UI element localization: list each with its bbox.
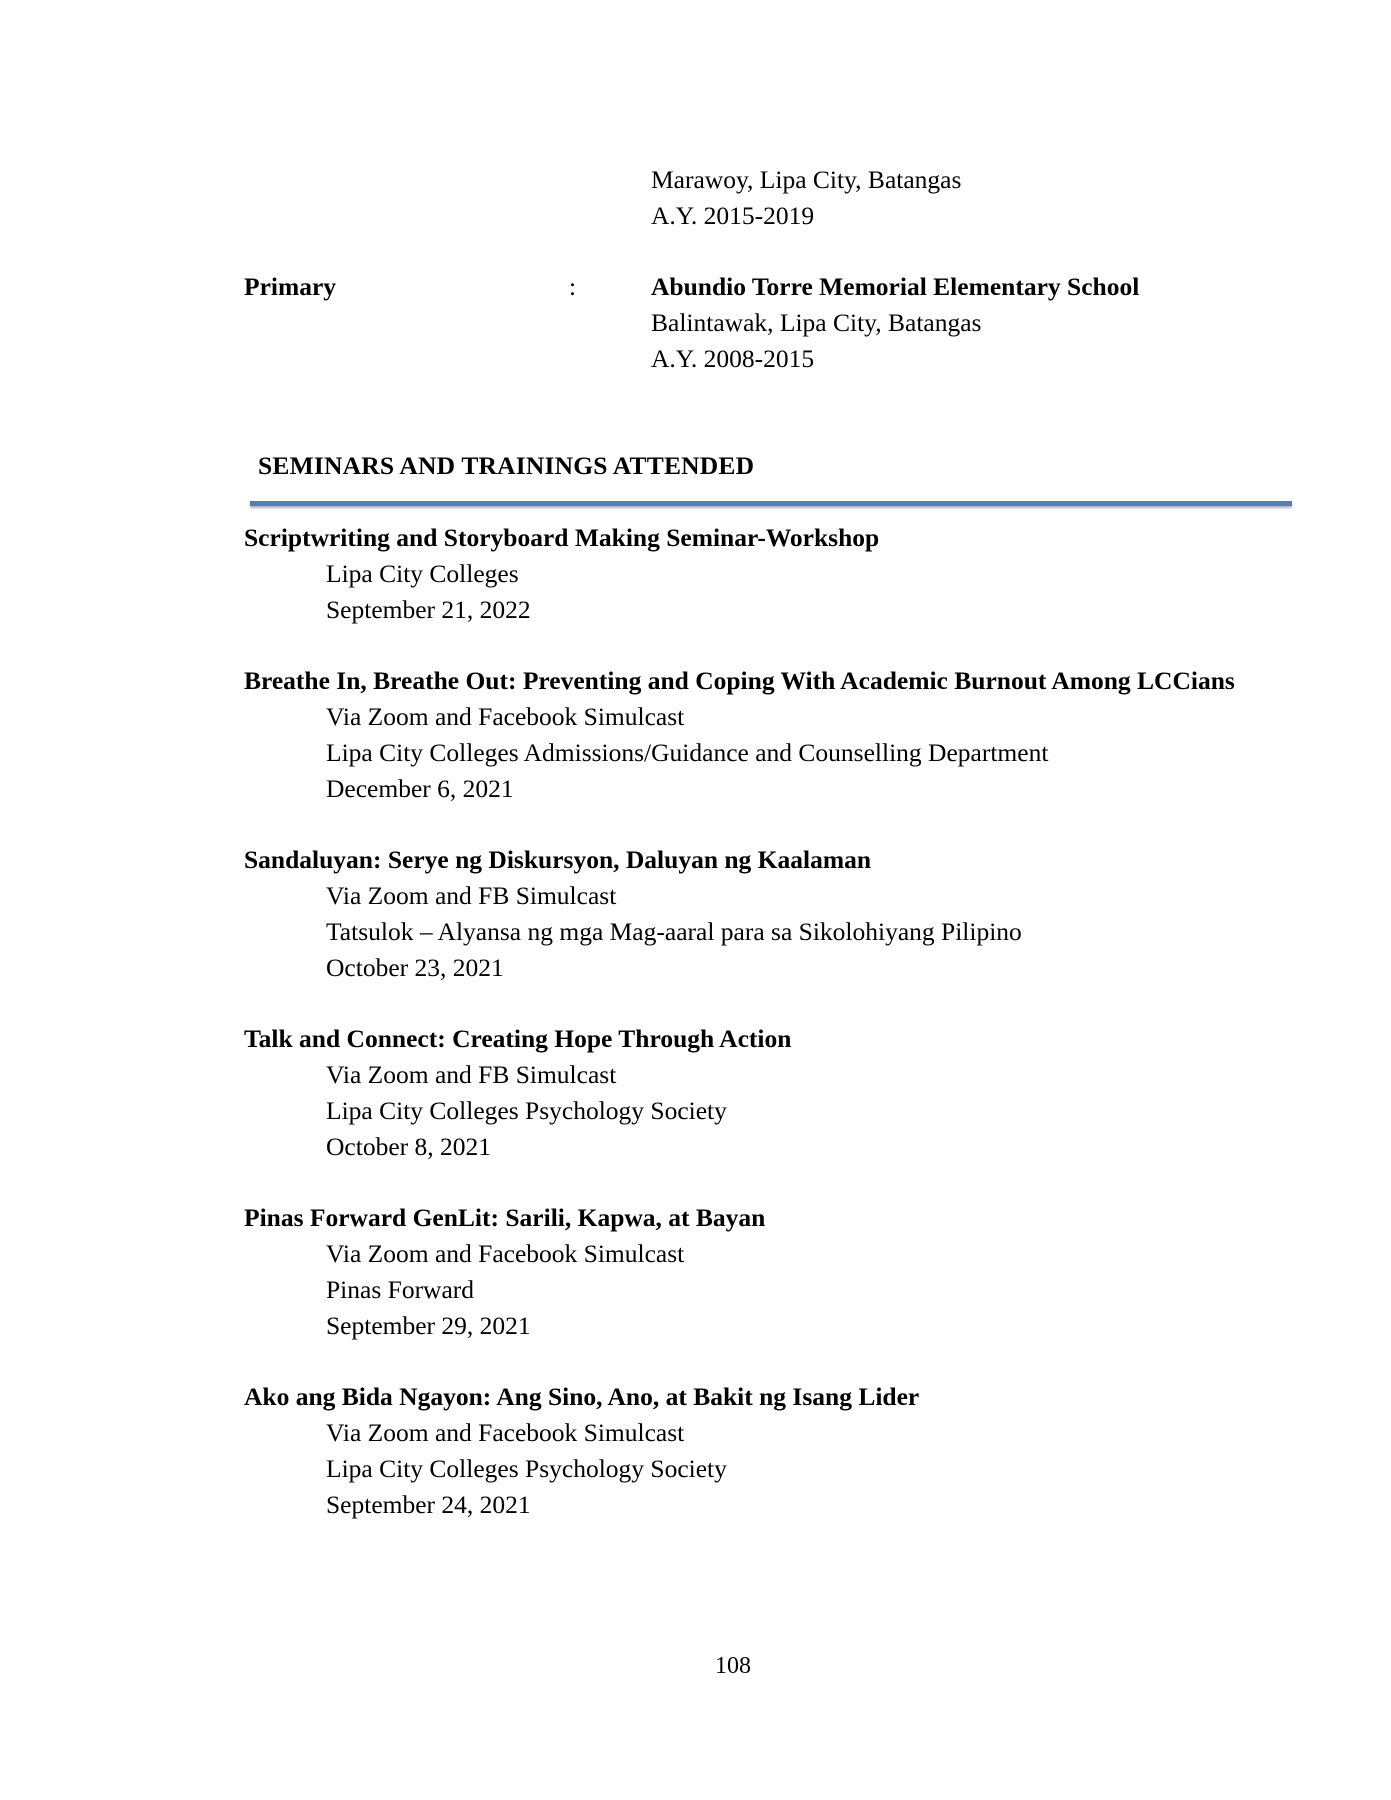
seminar-entry <box>244 1379 1304 1523</box>
seminar-detail: Lipa City Colleges Psychology Society <box>326 1454 727 1483</box>
seminar-detail: December 6, 2021 <box>326 774 514 803</box>
seminar-detail: Tatsulok – Alyansa ng mga Mag-aaral para sa Sikolohiyang Pilipino <box>326 917 1022 946</box>
seminars-heading: SEMINARS AND TRAININGS ATTENDED <box>258 451 755 480</box>
seminar-detail: Via Zoom and Facebook Simulcast <box>326 1239 685 1268</box>
seminar-detail: October 23, 2021 <box>326 953 504 982</box>
seminar-title: Pinas Forward GenLit: Sarili, Kapwa, at Bayan <box>244 1203 766 1232</box>
secondary-school-address: Marawoy, Lipa City, Batangas <box>651 165 962 194</box>
primary-label: Primary <box>244 272 337 301</box>
seminar-title: Ako ang Bida Ngayon: Ang Sino, Ano, at Bakit ng Isang Lider <box>244 1382 920 1411</box>
seminar-entry <box>244 842 1304 986</box>
seminar-detail: September 21, 2022 <box>326 595 531 624</box>
seminar-title: Breathe In, Breathe Out: Preventing and Coping With Academic Burnout Among LCCians <box>244 666 1235 695</box>
seminar-detail: Lipa City Colleges <box>326 559 519 588</box>
seminar-title: Scriptwriting and Storyboard Making Seminar-Workshop <box>244 523 880 552</box>
primary-school-years: A.Y. 2008-2015 <box>651 344 815 373</box>
seminars-list <box>244 520 1304 1558</box>
page-number: 108 <box>715 1653 751 1679</box>
seminar-entry <box>244 663 1304 807</box>
seminar-title: Talk and Connect: Creating Hope Through Action <box>244 1024 792 1053</box>
primary-school-name: Abundio Torre Memorial Elementary School <box>651 272 1140 301</box>
seminar-entry <box>244 1021 1304 1165</box>
primary-school-address: Balintawak, Lipa City, Batangas <box>651 308 982 337</box>
seminar-detail: Via Zoom and Facebook Simulcast <box>326 702 685 731</box>
primary-colon: : <box>569 272 577 301</box>
seminar-entry <box>244 520 1304 628</box>
seminar-title: Sandaluyan: Serye ng Diskursyon, Daluyan ng Kaalaman <box>244 845 872 874</box>
seminar-detail: September 29, 2021 <box>326 1311 531 1340</box>
seminar-detail: Via Zoom and FB Simulcast <box>326 1060 617 1089</box>
section-divider <box>250 501 1292 506</box>
seminar-detail: September 24, 2021 <box>326 1490 531 1519</box>
seminar-detail: Lipa City Colleges Admissions/Guidance and Counselling Department <box>326 738 1049 767</box>
seminar-detail: Pinas Forward <box>326 1275 475 1304</box>
secondary-school-years: A.Y. 2015-2019 <box>651 201 815 230</box>
seminar-entry <box>244 1200 1304 1344</box>
seminar-detail: Lipa City Colleges Psychology Society <box>326 1096 727 1125</box>
seminar-detail: Via Zoom and Facebook Simulcast <box>326 1418 685 1447</box>
seminar-detail: Via Zoom and FB Simulcast <box>326 881 617 910</box>
primary-school-details <box>651 269 1139 377</box>
secondary-school-details <box>651 162 961 234</box>
seminar-detail: October 8, 2021 <box>326 1132 492 1161</box>
